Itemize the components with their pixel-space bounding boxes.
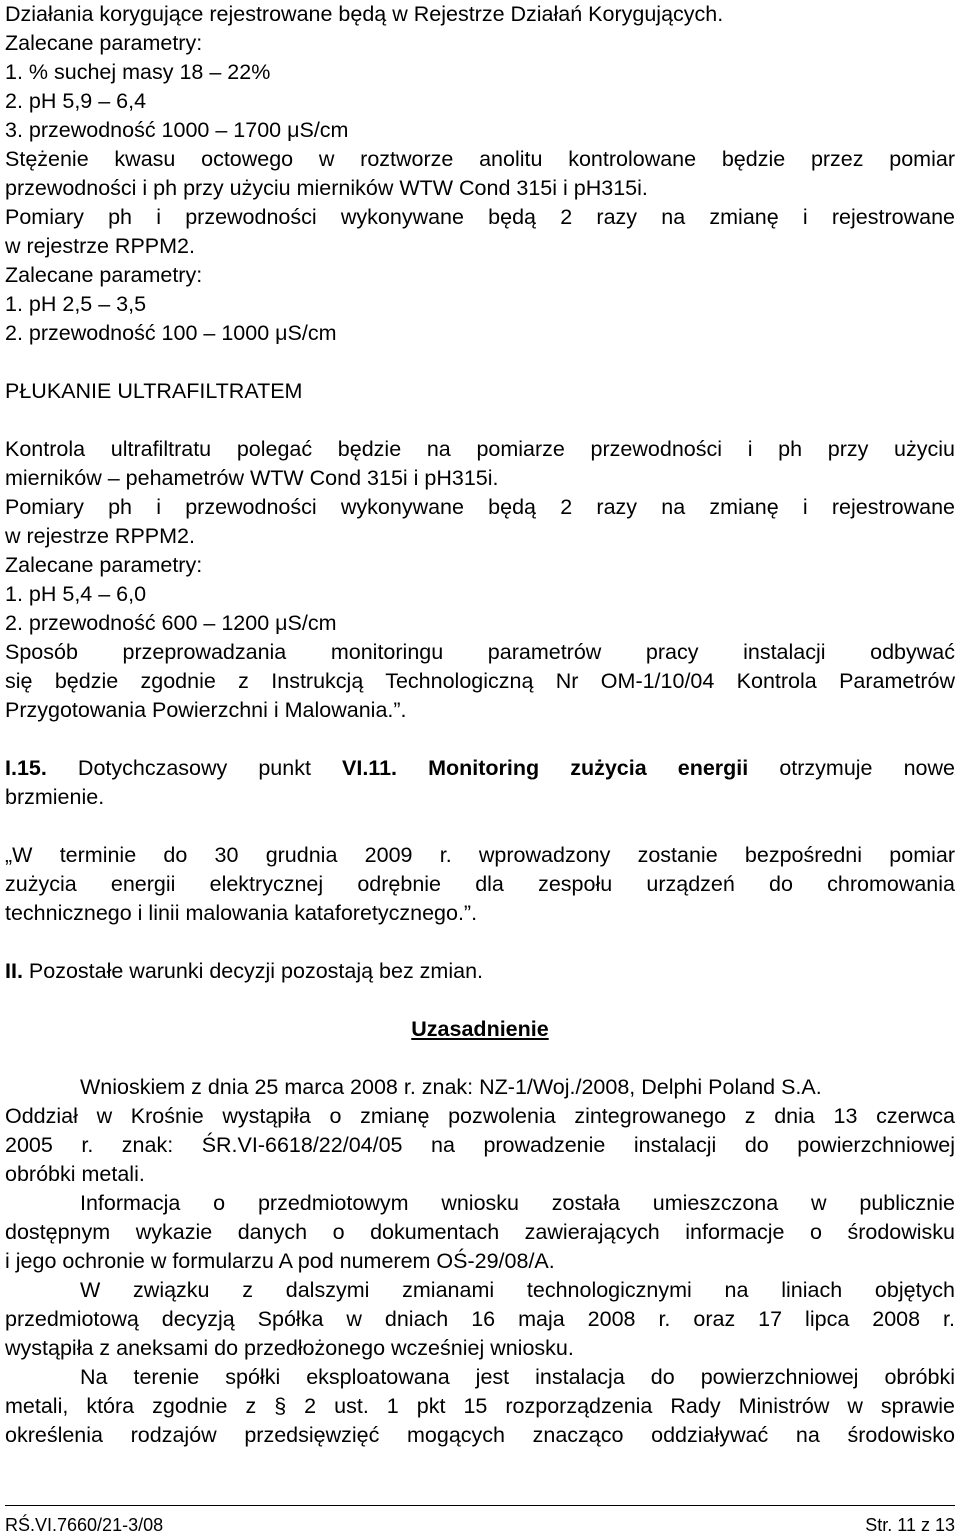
text-fragment: otrzymuje nowe xyxy=(748,756,955,780)
text-line: obróbki metali. xyxy=(5,1162,145,1186)
text-line: Zalecane parametry: xyxy=(5,553,203,577)
text-line: Na terenie spółki eksploatowana jest instalacja do powierzchniowej obróbki xyxy=(80,1365,955,1389)
text-line: Stężenie kwasu octowego w roztworze anolitu kontrolowane będzie przez pomiar xyxy=(5,147,955,171)
text-line: określenia rodzajów przedsięwzięć mogących znacząco oddziaływać na środowisko xyxy=(5,1423,955,1447)
list-item: 3. przewodność 1000 – 1700 μS/cm xyxy=(5,118,349,142)
list-item: 2. pH 5,9 – 6,4 xyxy=(5,89,147,113)
point-heading xyxy=(5,957,955,986)
list-item: 1. pH 5,4 – 6,0 xyxy=(5,582,147,606)
text-line: i jego ochronie w formularzu A pod numerem OŚ-29/08/A. xyxy=(5,1249,555,1273)
text-line: zużycia energii elektrycznej odrębnie dla zespołu urządzeń do chromowania xyxy=(5,872,955,896)
point-number: I.15. xyxy=(5,756,47,780)
text-line: brzmienie. xyxy=(5,785,105,809)
list-item: 1. % suchej masy 18 – 22% xyxy=(5,60,271,84)
point-reference: VI.11. xyxy=(342,756,398,780)
text-line: technicznego i linii malowania kataforetycznego.”. xyxy=(5,901,478,925)
text-line: Sposób przeprowadzania monitoringu parametrów pracy instalacji odbywać xyxy=(5,640,955,664)
text-line: przedmiotową decyzją Spółka w dniach 16 maja 2008 r. oraz 17 lipca 2008 r. xyxy=(5,1307,955,1331)
text-line: Działania korygujące rejestrowane będą w Rejestrze Działań Korygujących. xyxy=(5,2,724,26)
list-item: 2. przewodność 600 – 1200 μS/cm xyxy=(5,611,337,635)
document-body xyxy=(5,0,955,1450)
point-title: Monitoring zużycia energii xyxy=(397,756,749,780)
list-item: 2. przewodność 100 – 1000 μS/cm xyxy=(5,321,337,345)
text-line: w rejestrze RPPM2. xyxy=(5,524,195,548)
page-footer xyxy=(5,1505,955,1536)
document-reference: RŚ.VI.7660/21-3/08 xyxy=(5,1515,164,1535)
text-line: dostępnym wykazie danych o dokumentach zawierających informacje o środowisku xyxy=(5,1220,955,1244)
text-fragment: Pozostałe warunki decyzji pozostają bez zmian. xyxy=(22,959,484,983)
text-line: Pomiary ph i przewodności wykonywane będą 2 razy na zmianę i rejestrowane xyxy=(5,205,955,229)
text-line: Pomiary ph i przewodności wykonywane będą 2 razy na zmianę i rejestrowane xyxy=(5,495,955,519)
text-line: się będzie zgodnie z Instrukcją Technologiczną Nr OM-1/10/04 Kontrola Parametrów xyxy=(5,669,955,693)
text-line: W związku z dalszymi zmianami technologicznymi na liniach objętych xyxy=(80,1278,955,1302)
text-line: Kontrola ultrafiltratu polegać będzie na pomiarze przewodności i ph przy użyciu xyxy=(5,437,955,461)
point-number: II. xyxy=(5,959,23,983)
text-line: Przygotowania Powierzchni i Malowania.”. xyxy=(5,698,407,722)
text-line: Wnioskiem z dnia 25 marca 2008 r. znak: NZ-1/Woj./2008, Delphi Poland S.A. xyxy=(80,1075,822,1099)
text-line: metali, która zgodnie z § 2 ust. 1 pkt 15 rozporządzenia Rady Ministrów w sprawie xyxy=(5,1394,955,1418)
section-heading: PŁUKANIE ULTRAFILTRATEM xyxy=(5,379,303,403)
text-fragment: Dotychczasowy punkt xyxy=(46,756,343,780)
point-heading xyxy=(5,754,955,783)
text-line: „W terminie do 30 grudnia 2009 r. wprowadzony zostanie bezpośredni pomiar xyxy=(5,843,955,867)
text-line: wystąpiła z aneksami do przedłożonego wcześniej wniosku. xyxy=(5,1336,574,1360)
text-line: przewodności i ph przy użyciu mierników WTW Cond 315i i pH315i. xyxy=(5,176,648,200)
text-line: mierników – pehametrów WTW Cond 315i i pH315i. xyxy=(5,466,499,490)
page-number: Str. 11 z 13 xyxy=(865,1515,955,1535)
text-line: Informacja o przedmiotowym wniosku została umieszczona w publicznie xyxy=(80,1191,955,1215)
text-line: Zalecane parametry: xyxy=(5,263,203,287)
section-title: Uzasadnienie xyxy=(411,1017,549,1041)
text-line: Oddział w Krośnie wystąpiła o zmianę pozwolenia zintegrowanego z dnia 13 czerwca xyxy=(5,1104,955,1128)
text-line: Zalecane parametry: xyxy=(5,31,203,55)
text-line: w rejestrze RPPM2. xyxy=(5,234,195,258)
text-line: 2005 r. znak: ŚR.VI-6618/22/04/05 na prowadzenie instalacji do powierzchniowej xyxy=(5,1133,955,1157)
list-item: 1. pH 2,5 – 3,5 xyxy=(5,292,147,316)
